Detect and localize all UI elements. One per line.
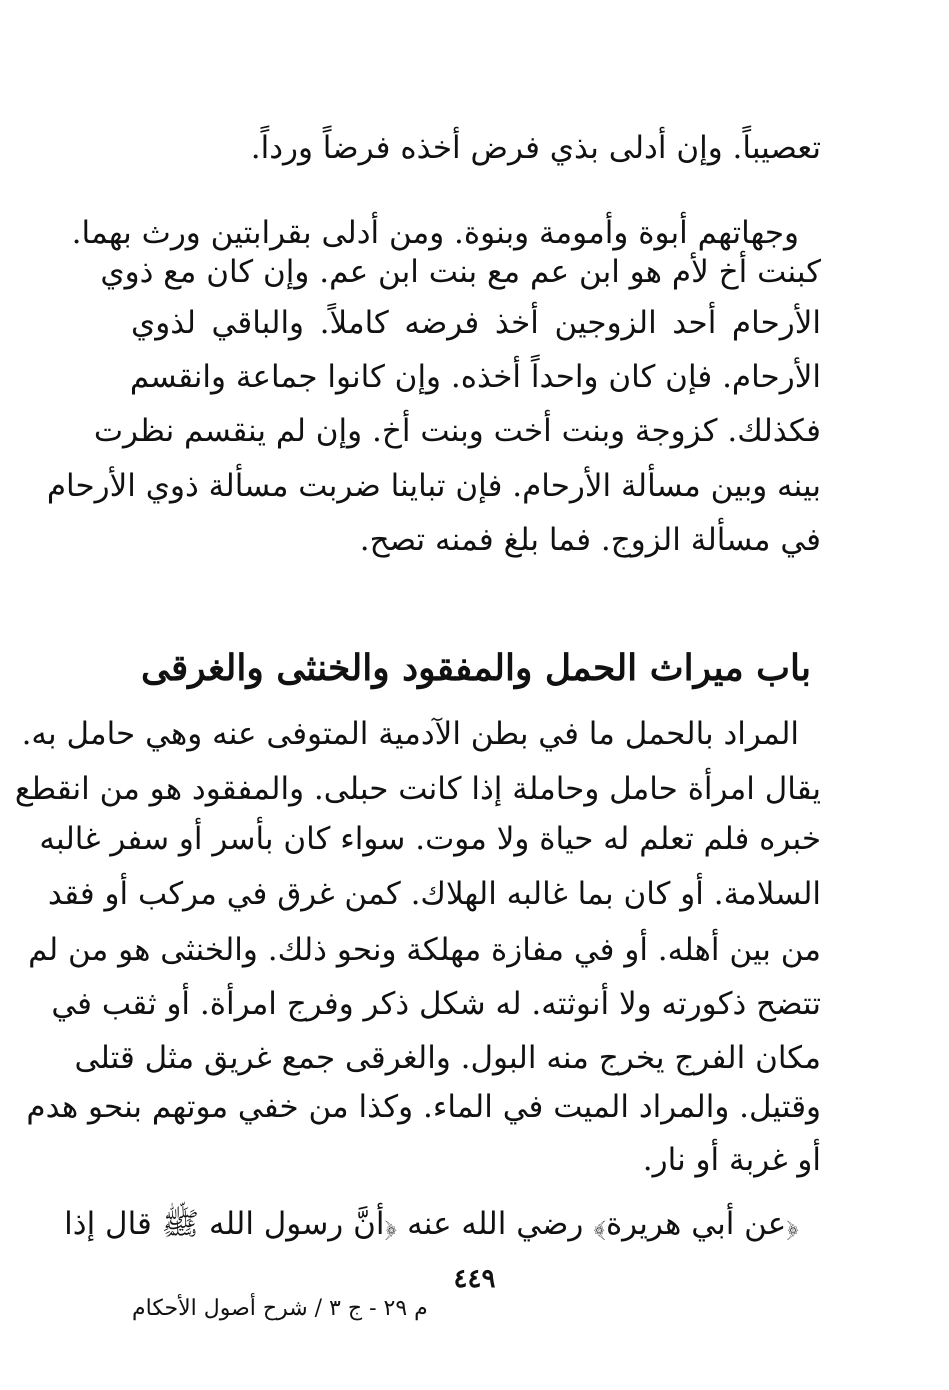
text-line: تعصيباً. وإن أدلى بذي فرض أخذه فرضاً ورداً.	[250, 130, 821, 166]
text-line: خبره فلم تعلم له حياة ولا موت. سواء كان بأسر أو سفر غالبه	[39, 821, 821, 857]
text-line: تتضح ذكورته ولا أنوثته. له شكل ذكر وفرج امرأة. أو ثقب في	[51, 986, 821, 1022]
text-line: فكذلك. كزوجة وبنت أخت وبنت أخ. وإن لم ينقسم نظرت	[93, 413, 821, 449]
text-line: ﴿عن أبي هريرة﴾ رضي الله عنه ﴿أنَّ رسول الله ﷺ قال إذا	[64, 1206, 799, 1242]
text-line: المراد بالحمل ما في بطن الآدمية المتوفى عنه وهي حامل به.	[21, 716, 799, 752]
text-line: في مسألة الزوج. فما بلغ فمنه تصح.	[359, 522, 821, 558]
chapter-heading: باب ميراث الحمل والمفقود والخنثى والغرقى	[140, 647, 812, 689]
text-line: وقتيل. والمراد الميت في الماء. وكذا من خفي موتهم بنحو هدم	[26, 1089, 821, 1125]
text-line: أو غربة أو نار.	[642, 1142, 821, 1178]
book-signature: م ٢٩ - ج ٣ / شرح أصول الأحكام	[132, 1296, 428, 1321]
text-line: السلامة. أو كان بما غالبه الهلاك. كمن غرق في مركب أو فقد	[47, 876, 821, 912]
text-line: كبنت أخ لأم هو ابن عم مع بنت ابن عم. وإن كان مع ذوي	[100, 254, 821, 290]
text-line: الأرحام أحد الزوجين أخذ فرضه كاملاً. والباقي لذوي	[131, 305, 821, 341]
page-number: ٤٤٩	[453, 1264, 496, 1294]
text-line: يقال امرأة حامل وحاملة إذا كانت حبلى. والمفقود هو من انقطع	[14, 771, 821, 807]
text-line: من بين أهله. أو في مفازة مهلكة ونحو ذلك. والخنثى هو من لم	[28, 932, 821, 968]
text-line: وجهاتهم أبوة وأمومة وبنوة. ومن أدلى بقرابتين ورث بهما.	[71, 215, 799, 251]
text-line: بينه وبين مسألة الأرحام. فإن تباينا ضربت مسألة ذوي الأرحام	[46, 468, 821, 504]
text-line: مكان الفرج يخرج منه البول. والغرقى جمع غريق مثل قتلى	[74, 1040, 821, 1076]
text-line: الأرحام. فإن كان واحداً أخذه. وإن كانوا جماعة وانقسم	[129, 359, 821, 395]
